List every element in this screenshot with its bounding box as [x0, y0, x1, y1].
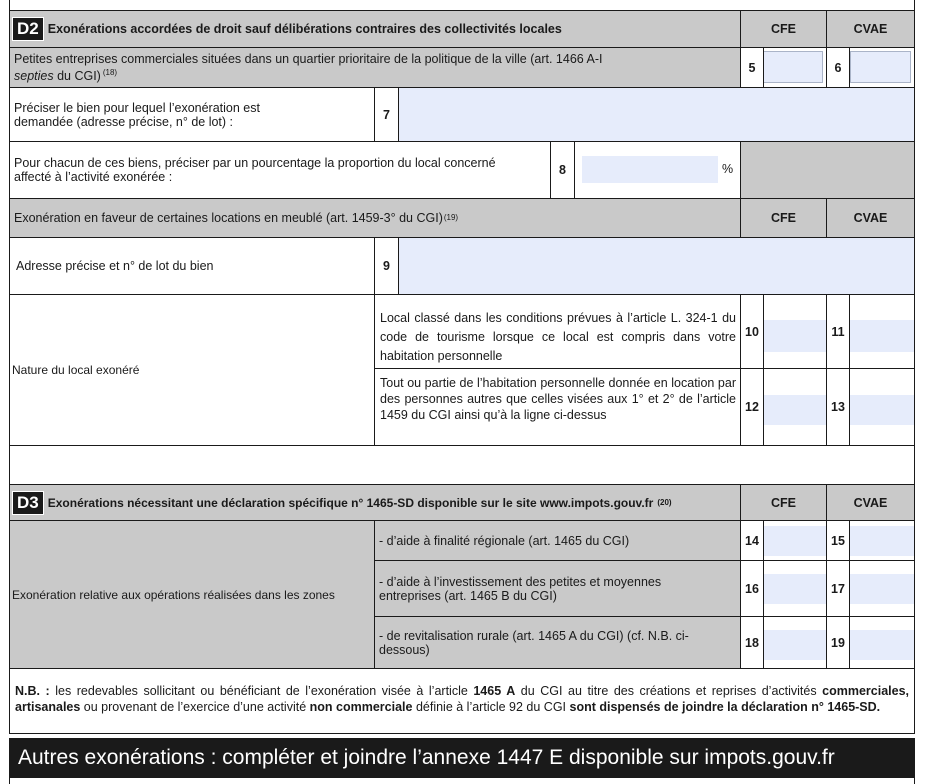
d2-col-cvae: CVAE	[826, 10, 915, 48]
d3-col-cvae: CVAE	[826, 484, 915, 521]
cvae-field-13[interactable]	[850, 395, 914, 425]
nb-text-3: ou provenant de l’exercice d’une activité	[80, 700, 310, 714]
zone-row-3-text	[374, 616, 741, 669]
tout-partie-text: Tout ou partie de l’habitation personnelle donnée en location par des personnes autres que celles visées aux 1° et 2° de l’article 1459 du CGI ainsi qu’à la ligne ci-dessus	[374, 368, 741, 446]
autres-exonerations-banner: Autres exonérations : compléter et joindre l’annexe 1447 E disponible sur impots.gouv.fr	[9, 738, 915, 778]
zone-row-2-label: - d’aide à l’investissement des petites et moyennes entreprises (art. 1465 B du CGI)	[379, 574, 662, 603]
cfe-field-10[interactable]	[764, 320, 826, 352]
meuble-title: Exonération en faveur de certaines locations en meublé (art. 1459-3° du CGI)	[14, 211, 443, 225]
box-number-15: 15	[826, 520, 850, 561]
nb-bold-1: 1465 A	[473, 684, 516, 698]
bottom-left-rule	[9, 778, 10, 784]
box-number-12: 12	[740, 368, 764, 446]
spacer-row	[9, 445, 915, 485]
pourcentage-text: Pour chacun de ces biens, préciser par un pourcentage la proportion du local concerné affecté à l’activité exonérée :	[14, 156, 496, 184]
box-number-5: 5	[740, 47, 764, 88]
d3-tag: D3	[12, 491, 44, 515]
adresse-field-9[interactable]	[398, 237, 915, 295]
cvae-field-17[interactable]	[850, 574, 914, 604]
nb-text-2: du CGI au titre des créations et reprises d’activités	[515, 684, 823, 698]
adresse-label: Adresse précise et n° de lot du bien	[9, 237, 375, 295]
nb-bold-3: non commerciale	[309, 700, 413, 714]
local-classe-text: Local classé dans les conditions prévues à l’article L. 324-1 du code de tourisme lorsque ce local est compris dans votre habitation personnelle	[374, 294, 741, 369]
cell-5-frame	[763, 47, 827, 88]
d3-note: (20)	[657, 498, 672, 507]
d3-title: Exonérations nécessitant une déclaration spécifique n° 1465-SD disponible sur le site www.impots.gouv.fr	[47, 495, 654, 510]
top-left-rule	[9, 0, 10, 10]
petites-entreprises-label	[9, 47, 741, 88]
box-number-8: 8	[550, 141, 575, 199]
meuble-note: (19)	[443, 213, 459, 222]
meuble-col-cfe: CFE	[740, 198, 827, 238]
bottom-right-rule	[914, 778, 915, 784]
d3-col-cfe: CFE	[740, 484, 827, 521]
percent-sign: %	[722, 162, 734, 176]
zone-row-1-text: - d’aide à finalité régionale (art. 1465 du CGI)	[374, 520, 741, 561]
cvae-field-19[interactable]	[850, 630, 914, 660]
cvae-field-11[interactable]	[850, 320, 914, 352]
box-number-16: 16	[740, 560, 764, 617]
preciser-bien-label	[9, 87, 375, 142]
cvae-field-15[interactable]	[850, 526, 914, 556]
petites-line2-rest: du CGI)	[53, 69, 101, 84]
meuble-col-cvae: CVAE	[826, 198, 915, 238]
cfe-field-14[interactable]	[764, 526, 826, 556]
meuble-header	[9, 198, 741, 238]
petites-line2	[14, 66, 740, 83]
d2-col-cfe: CFE	[740, 10, 827, 48]
nb-text-4: définie à l’article 92 du CGI	[412, 700, 570, 714]
cfe-field-12[interactable]	[764, 395, 826, 425]
d3-header	[9, 484, 741, 521]
preciser-bien-text: Préciser le bien pour lequel l’exonération est demandée (adresse précise, n° de lot) :	[14, 100, 260, 129]
cfe-field-18[interactable]	[764, 630, 826, 660]
cell-6-frame	[849, 47, 915, 88]
nb-paragraph	[9, 668, 915, 734]
box-number-17: 17	[826, 560, 850, 617]
bien-field-7[interactable]	[398, 87, 915, 142]
petites-line1: Petites entreprises commerciales situées dans un quartier prioritaire de la politique de la ville (art. 1466 A-I	[14, 52, 603, 66]
nature-label: Nature du local exonéré	[9, 294, 375, 446]
box-number-19: 19	[826, 616, 850, 669]
box-number-11: 11	[826, 294, 850, 369]
pourcentage-label	[9, 141, 551, 199]
nb-label: N.B. :	[15, 684, 50, 698]
petites-note: (18)	[102, 68, 118, 77]
box-number-13: 13	[826, 368, 850, 446]
zone-row-2-text	[374, 560, 741, 617]
box-number-7: 7	[374, 87, 399, 142]
zone-row-3-label: - de revitalisation rurale (art. 1465 A du CGI) (cf. N.B. ci-dessous)	[379, 628, 689, 657]
nb-bold-2: commerciales, artisanales	[15, 684, 910, 714]
petites-italic: septies	[14, 69, 54, 84]
d2-title: Exonérations accordées de droit sauf délibérations contraires des collectivités locales	[47, 22, 562, 36]
box-number-14: 14	[740, 520, 764, 561]
box-number-18: 18	[740, 616, 764, 669]
box-number-9: 9	[374, 237, 399, 295]
top-right-rule	[914, 0, 915, 10]
nb-text-1: les redevables sollicitant ou bénéficiant de l’exonération visée à l’article	[49, 684, 474, 698]
d2-tag: D2	[12, 17, 44, 41]
nb-bold-4: sont dispensés de joindre la déclaration n° 1465-SD.	[569, 700, 881, 714]
pourcentage-field-8[interactable]	[582, 156, 718, 183]
zones-label: Exonération relative aux opérations réalisées dans les zones	[9, 520, 375, 669]
cfe-field-16[interactable]	[764, 574, 826, 604]
pourcentage-gray-fill	[740, 141, 915, 199]
d2-header	[9, 10, 741, 48]
box-number-10: 10	[740, 294, 764, 369]
box-number-6: 6	[826, 47, 850, 88]
